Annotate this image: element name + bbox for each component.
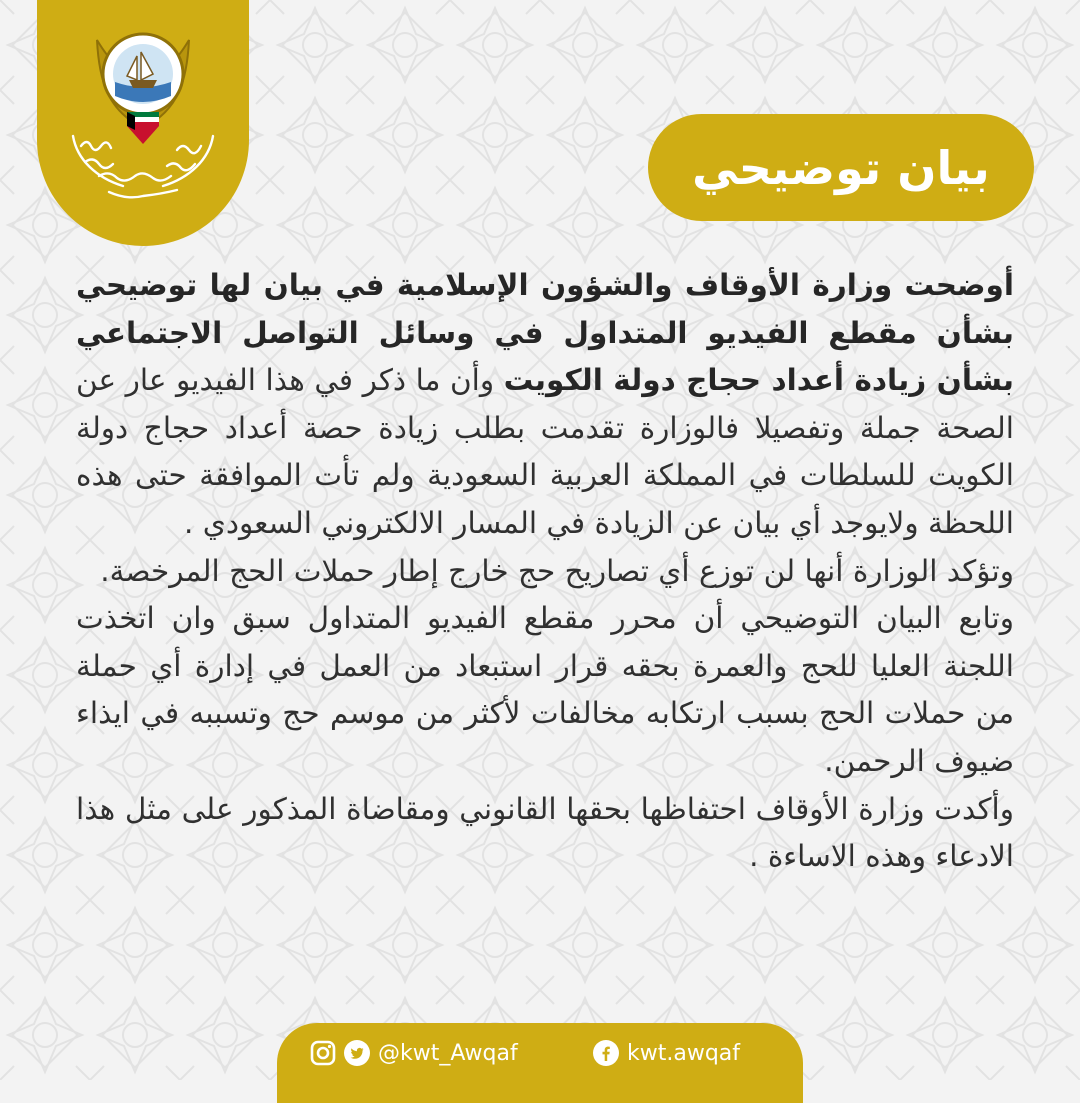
calligraphy-seal-icon — [73, 136, 213, 197]
instagram-icon[interactable] — [310, 1040, 336, 1066]
page-title: بيان توضيحي — [692, 140, 990, 195]
facebook-handle-text[interactable]: kwt.awqaf — [627, 1040, 741, 1066]
statement-paragraph-4: وأكدت وزارة الأوقاف احتفاظها بحقها القانوني ومقاضاة المذكور على مثل هذا الادعاء وهذه الاساءة . — [76, 791, 1014, 874]
kuwait-emblem-icon — [37, 0, 249, 246]
statement-body — [76, 262, 1014, 881]
statement-paragraph-3: وتابع البيان التوضيحي أن محرر مقطع الفيديو المتداول سبق وان اتخذت اللجنة العليا للحج والعمرة بحقه قرار استبعاد من العمل في إدارة أي حملة من حملات الحج بسبب ارتكابه مخالفات لأكثر من موسم حج وتسببه في ايذاء ضيوف الرحمن. — [76, 601, 1014, 778]
twitter-icon[interactable] — [344, 1040, 370, 1066]
title-badge — [648, 114, 1034, 221]
facebook-icon[interactable] — [593, 1040, 619, 1066]
social-footer — [277, 1023, 803, 1103]
statement-lead-rest: وأن ما ذكر في هذا الفيديو عار عن الصحة جملة وتفصيلا فالوزارة تقدمت بطلب زيادة حصة أعداد حجاج دولة الكويت للسلطات في المملكة العربية السعودية ولم تأت الموافقة حتى هذه اللحظة ولايوجد أي بيان عن الزيادة في المسار الالكتروني السعودي . — [76, 363, 1014, 540]
statement-lead-bold: أوضحت وزارة الأوقاف والشؤون الإسلامية في بيان لها توضيحي بشأن مقطع الفيديو المتداول في وسائل التواصل الاجتماعي بشأن زيادة أعداد حجاج دولة الكويت — [76, 268, 1014, 398]
facebook-handle-group[interactable] — [593, 1037, 740, 1069]
statement-paragraph-1 — [76, 262, 1014, 548]
social-handle-group[interactable] — [310, 1037, 518, 1069]
statement-paragraph-2: وتؤكد الوزارة أنها لن توزع أي تصاريح حج خارج إطار حملات الحج المرخصة. — [100, 553, 1014, 588]
ministry-logo-panel — [37, 0, 249, 246]
social-handle-text[interactable]: @kwt_Awqaf — [378, 1040, 518, 1066]
